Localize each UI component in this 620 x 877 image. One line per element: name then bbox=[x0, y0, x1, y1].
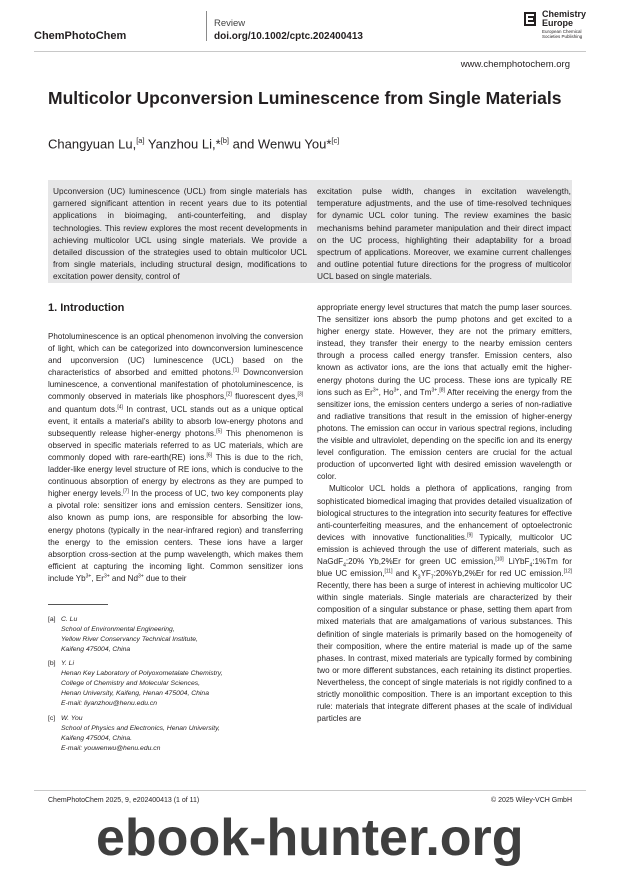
footer-citation: ChemPhotoChem 2025, 9, e202400413 (1 of 11) bbox=[48, 797, 200, 804]
affiliation-author: W. You bbox=[61, 715, 83, 722]
affiliation-rule bbox=[48, 604, 108, 605]
body-paragraph: Photoluminescence is an optical phenomenon involving the conversion of light, which can be categorized into downconversion luminescence and upconversion (UC) luminescence (UCL) based on the characteristics of absorbed and emitted photons.[1] Downconversion luminescence, a conventional manifestation of photoluminescence, is commonly observed in materials like phosphors,[2] fluorescent dyes,[3] and quantum dots.[4] In contrast, UCL stands out as a unique optical event, it entails a material’s ability to absorb low-energy photons and subsequently release higher-energy photons.[5] This phenomenon is observed in specific materials referred to as UC materials, which are commonly doped with rare-earth(RE) ions.[6] This is due to the rich, ladder-like energy level structure of RE ions, which is conducive to the continuous absorption of energy by electrons as they are pumped to higher energy levels.[7] In the process of UC, two key components play a pivotal role: sensitizer ions and emission centers. Sensitizer ions, also known as pump ions, are responsible for absorbing the low-energy photons (typically in the near-infrared region) and transferring the energy to the emission centers. These ions have a larger absorption cross-section at the pump wavelength, which makes them efficient at capturing the incoming light. Common sensitizer ions include $Yb^{3+}$, $Er^{3+}$ and $Nd^{3+}$ due to their bbox=[48, 332, 304, 583]
publisher-name-line2: Europe bbox=[542, 18, 574, 28]
abstract-text-left: Upconversion (UC) luminescence (UCL) from single materials has garnered significant attention in recent years due to its potential applications in bioimaging, anti-counterfeiting, and display technologies. This review explores the most recent developments in achieving multicolor UCL using single materials. We provide a detailed discussion of the strategies used to obtain multicolor UCL from single materials, including structural design, modifications to excitation power density, control of bbox=[53, 186, 307, 282]
affiliation-author: C. Lu bbox=[61, 616, 78, 623]
footer-copyright: © 2025 Wiley-VCH GmbH bbox=[490, 797, 572, 804]
affiliation-line: Henan Key Laboratory of Polyoxometalate Chemistry, bbox=[61, 670, 223, 677]
author-affiliation-marker: [b] bbox=[220, 136, 230, 145]
affiliation-tag: [c] bbox=[48, 715, 56, 722]
publisher-name-line1: Chemistry bbox=[542, 9, 587, 19]
body-paragraph: Multicolor UCL holds a plethora of applications, ranging from sophisticated biomedical imaging that provides detailed visualization of biological structures to the integration into security features for effective anti-counterfeiting measures, and the enhancement of optoelectronic devices with innovative functionalities.[9] Typically, multicolor UC emission is achieved through the use of different materials, such as NaGdF$_4$:20% Yb,2%Er for green UC emission,[10] LiYbF$_4$:1%Tm for blue UC emission,[11] and $K_3YF_7:20\%Yb,2\%Er$ for red UC emission.[12] Recently, there has been a surge of interest in achieving multicolor UC within single materials. Single materials are characterized by their composition of a singular substance or phase, setting them apart from mixed materials that are amalgamations of various substances. This definition of single materials is primarily based on the homogeneity of their composition, where the entire material is made up of the same phases. In contrast, mixed materials are typically formed by combining two or more different substances, each retaining its distinct properties. Nevertheless, the concept of single materials is not rigidly confined to a strictly monolithic composition. There is an important exception to this rule: materials that integrate different phases at the scale of individual particles are bbox=[317, 484, 573, 724]
footer-rule bbox=[34, 790, 586, 791]
article-type: Review bbox=[214, 18, 246, 29]
affiliation-line: Kaifeng 475004, China bbox=[61, 646, 131, 653]
abstract-text-right: excitation pulse width, changes in excitation wavelength, temperature adjustments, and the use of time-resolved techniques for dynamic UCL color tuning. The review examines the basic mechanisms behind parameter manipulation and their direct impact on the UC process, highlighting their adaptability for a broad spectrum of applications. Moreover, we examine current challenges and outline potential future directions for the progress of multicolor UCL based on single materials. bbox=[317, 186, 571, 282]
affiliation-line: Henan University, Kaifeng, Henan 475004, China bbox=[61, 690, 209, 697]
chemistry-europe-logo-icon bbox=[522, 10, 538, 28]
affiliation-tag: [a] bbox=[48, 616, 56, 623]
affiliation-author: Y. Li bbox=[61, 660, 74, 667]
publisher-sub-line2: Societies Publishing bbox=[542, 34, 583, 39]
author-name: and Wenwu You* bbox=[229, 136, 332, 152]
affiliation-line: School of Physics and Electronics, Henan University, bbox=[61, 725, 220, 732]
abstract-box bbox=[48, 180, 572, 283]
affiliation-line: School of Environmental Engineering, bbox=[61, 626, 175, 633]
journal-website-link[interactable]: www.chemphotochem.org bbox=[460, 59, 570, 70]
affiliation-line: College of Chemistry and Molecular Sciences, bbox=[61, 680, 201, 687]
affiliation-line: Kaifeng 475004, China. bbox=[61, 735, 133, 742]
body-paragraph: appropriate energy level structures that match the pump laser sources. The sensitizer ions absorb the pump photons and get excited to a higher energy state. However, they are not the primary emitters, instead, they transfer their energy to the nearby emission centers through a process called energy transfer. Emission centers, also known as activator ions, are the ions that actually emit the higher-energy photons during the UC process. These ions are typically RE ions such as $Er^{3+}$, $Ho^{3+}$, and $Tm^{3+}.[8]$ After receiving the energy from the sensitizer ions, the emission centers undergo a series of non-radiative and radiative transitions that result in the emission of higher-energy photons. The emission can occur in various spectral regions, including the visible and ultraviolet, depending on the specific ion and its energy level configuration. The emission centers are crucial for the actual production of upconverted light with desired emission wavelength or color. bbox=[317, 303, 573, 482]
doi-link[interactable]: doi.org/10.1002/cptc.202400413 bbox=[214, 31, 363, 42]
affiliation-tag: [b] bbox=[48, 660, 56, 667]
author-affiliation-marker: [a] bbox=[136, 136, 145, 145]
header-divider bbox=[206, 11, 207, 41]
affiliation-email[interactable]: E-mail: youwenwu@henu.edu.cn bbox=[61, 745, 161, 752]
section-heading: 1. Introduction bbox=[48, 302, 125, 314]
publisher-sub-line1: European Chemical bbox=[542, 29, 582, 34]
affiliation-line: Yellow River Conservancy Technical Institute, bbox=[61, 636, 198, 643]
author-affiliation-marker: [c] bbox=[331, 136, 340, 145]
journal-name: ChemPhotoChem bbox=[34, 30, 127, 42]
body-column-right bbox=[317, 302, 572, 725]
author-name: Changyuan Lu, bbox=[48, 136, 137, 152]
author-name: Yanzhou Li,* bbox=[144, 136, 221, 152]
body-column-left bbox=[48, 331, 303, 585]
watermark: ebook-hunter.org bbox=[96, 809, 524, 867]
author-list bbox=[48, 136, 339, 151]
header-rule bbox=[34, 51, 586, 52]
affiliation-email[interactable]: E-mail: liyanzhou@henu.edu.cn bbox=[61, 700, 158, 707]
article-title: Multicolor Upconversion Luminescence from Single Materials bbox=[48, 88, 562, 108]
